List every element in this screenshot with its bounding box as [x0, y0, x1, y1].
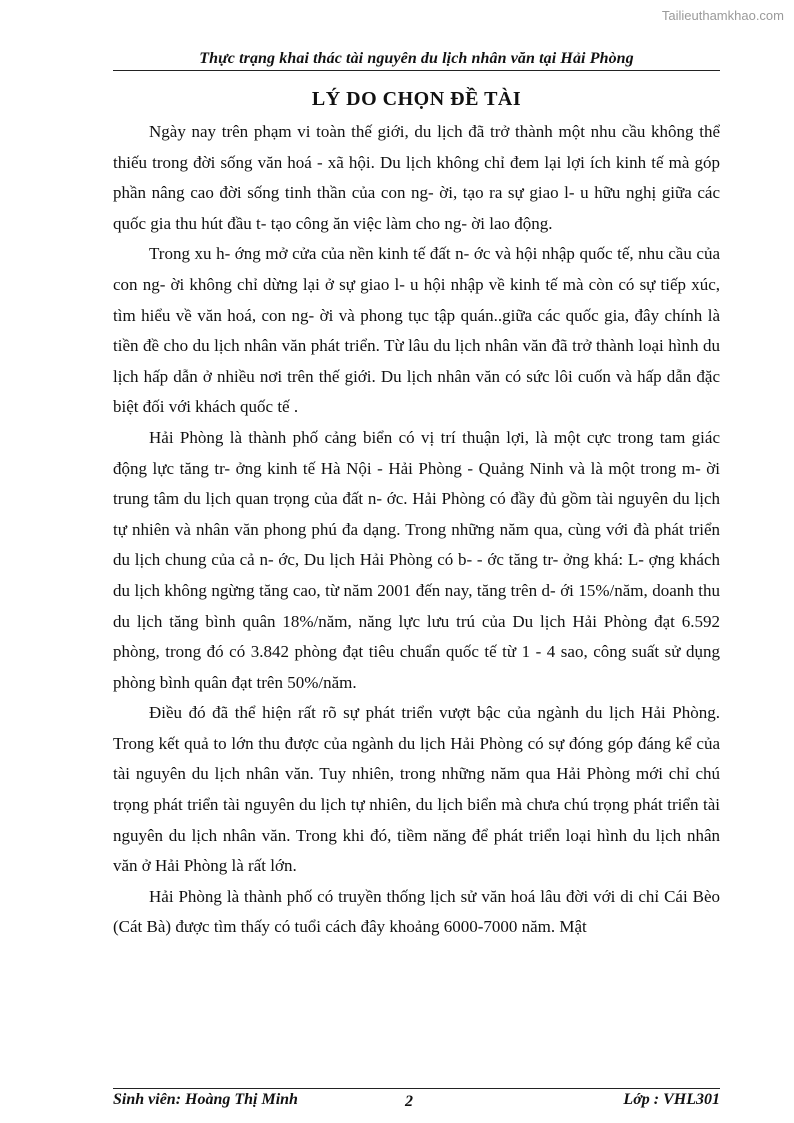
footer-page-number: 2 [405, 1093, 413, 1110]
paragraph-2: Trong xu h- ớng mở cửa của nền kinh tế đất n- ớc và hội nhập quốc tế, nhu cầu của con ng- ời không chỉ dừng lại ở sự giao l- u hội nhập về kinh tế mà còn có sự tiếp xúc, tìm hiểu về văn hoá, con ng- ời và phong tục tập quán..giữa các quốc gia, đây chính là tiền đề cho du lịch nhân văn phát triển. Từ lâu du lịch nhân văn đã trở thành loại hình du lịch hấp dẫn ở nhiều nơi trên thế giới. Du lịch nhân văn có sức lôi cuốn và hấp dẫn đặc biệt đối với khách quốc tế . [113, 244, 720, 417]
page-title: LÝ DO CHỌN ĐỀ TÀI [311, 88, 522, 110]
footer-divider [113, 1088, 720, 1089]
paragraph-5: Hải Phòng là thành phố có truyền thống lịch sử văn hoá lâu đời với di chỉ Cái Bèo (Cát Bà) được tìm thấy có tuổi cách đây khoảng 6000-7000 năm. Mật [113, 886, 720, 937]
paragraph-4: Điều đó đã thể hiện rất rõ sự phát triển vượt bậc của ngành du lịch Hải Phòng. Trong kết quả to lớn thu được của ngành du lịch Hải Phòng có sự đóng góp đáng kể của tài nguyên du lịch nhân văn. Tuy nhiên, trong những năm qua Hải Phòng mới chỉ chú trọng phát triển tài nguyên du lịch tự nhiên, du lịch biển mà chưa chú trọng phát triển tài nguyên du lịch nhân văn. Trong khi đó, tiềm năng để phát triển loại hình du lịch nhân văn ở Hải Phòng là rất lớn. [113, 703, 720, 876]
footer-class: Lớp : VHL301 [623, 1091, 720, 1108]
paragraph-3: Hải Phòng là thành phố cảng biển có vị trí thuận lợi, là một cực trong tam giác động lực tăng tr- ởng kinh tế Hà Nội - Hải Phòng - Quảng Ninh và là một trong m- ời trung tâm du lịch quan trọng của đất n- ớc. Hải Phòng có đầy đủ gồm tài nguyên du lịch tự nhiên và nhân văn phong phú đa dạng. Trong những năm qua, cùng với đà phát triển du lịch chung của cả n- ớc, Du lịch Hải Phòng có b- - ớc tăng tr- ởng khá: L- ợng khách du lịch không ngừng tăng cao, từ năm 2001 đến nay, tăng trên d- ới 15%/năm, doanh thu du lịch tăng bình quân 18%/năm, năng lực lưu trú của Du lịch Hải Phòng đạt 6.592 phòng, trong đó có 3.842 phòng đạt tiêu chuẩn quốc tế từ 1 - 4 sao, công suất sử dụng phòng bình quân đạt trên 50%/năm. [113, 427, 720, 692]
watermark-text: Tailieuthamkhao.com [661, 8, 784, 23]
page-footer [113, 1091, 720, 1113]
document-body [113, 117, 720, 943]
header-divider [113, 70, 720, 71]
running-header: Thực trạng khai thác tài nguyên du lịch nhân văn tại Hải Phòng [199, 50, 634, 67]
footer-student: Sinh viên: Hoàng Thị Minh [113, 1091, 298, 1108]
paragraph-1: Ngày nay trên phạm vi toàn thế giới, du lịch đã trở thành một nhu cầu không thể thiếu trong đời sống văn hoá - xã hội. Du lịch không chỉ đem lại lợi ích kinh tế mà góp phần nâng cao đời sống tinh thần của con ng- ời, tạo ra sự giao l- u hữu nghị giữa các quốc gia thu hút đầu t- tạo công ăn việc làm cho ng- ời lao động. [113, 122, 720, 233]
